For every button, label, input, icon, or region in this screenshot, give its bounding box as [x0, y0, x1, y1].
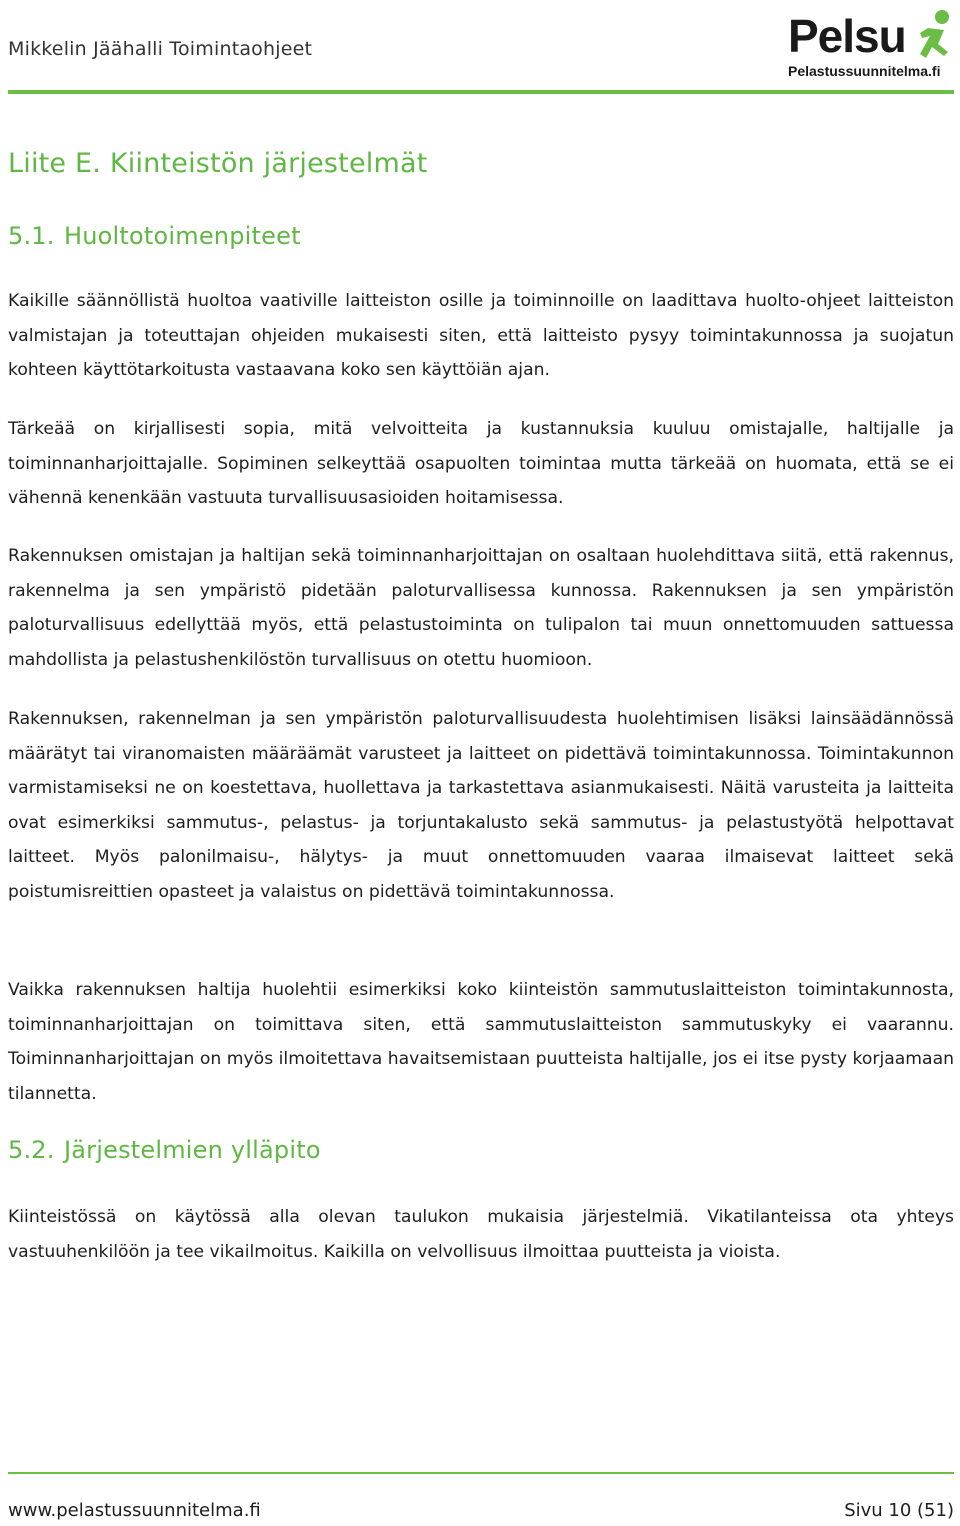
- document-header-title: Mikkelin Jäähalli Toimintaohjeet: [8, 38, 313, 60]
- running-figure-icon: [920, 10, 949, 58]
- section-title: Huoltotoimenpiteet: [64, 222, 301, 250]
- section-heading-5-2: [8, 1136, 321, 1164]
- footer-divider: [8, 1472, 954, 1474]
- logo-wordmark: Pelsu: [788, 10, 906, 62]
- paragraph: Tärkeää on kirjallisesti sopia, mitä velvoitteita ja kustannuksia kuuluu omistajalle, haltijalle ja toiminnanharjoittajalle. Sopiminen selkeyttää osapuolten toimintaa mutta tärkeää on huomata, että se ei vähennä kenenkään vastuuta turvallisuusasioiden hoitamisessa.: [8, 419, 954, 509]
- paragraph: Rakennuksen omistajan ja haltijan sekä toiminnanharjoittajan on osaltaan huolehdittava siitä, että rakennus, rakennelma ja sen ympäristö pidetään paloturvallisessa kunnossa. Rakennuksen ja sen ympäristön paloturvallisuus edellyttää myös, että pelastustoiminta on tulipalon tai muun onnettomuuden sattuessa mahdollista ja pelastushenkilöstön turvallisuus on otettu huomioon.: [8, 546, 954, 670]
- section-title: Järjestelmien ylläpito: [64, 1136, 321, 1164]
- footer-website: www.pelastussuunnitelma.fi: [8, 1500, 261, 1521]
- paragraph: Kiinteistössä on käytössä alla olevan taulukon mukaisia järjestelmiä. Vikatilanteissa ota yhteys vastuuhenkilöön ja tee vikailmoitus. Kaikilla on velvollisuus ilmoittaa puutteista ja vioista.: [8, 1207, 954, 1262]
- appendix-title: Liite E. Kiinteistön järjestelmät: [8, 148, 428, 179]
- section-number: 5.2.: [8, 1136, 55, 1164]
- pelsu-logo: [788, 4, 956, 82]
- header-divider: [8, 90, 954, 94]
- page-number: Sivu 10 (51): [844, 1500, 954, 1521]
- paragraph: Rakennuksen, rakennelman ja sen ympäristön paloturvallisuudesta huolehtimisen lisäksi lainsäädännössä määrätyt tai viranomaisten määräämät varusteet ja laitteet on pidettävä toimintakunnossa. Toimintakunnon varmistamiseksi ne on koestettava, huollettava ja tarkastettava asianmukaisesti. Näitä varusteita ja laitteita ovat esimerkiksi sammutus-, pelastus- ja torjuntakalusto sekä sammutus- ja pelastustyötä helpottavat laitteet. Myös palonilmaisu-, hälytys- ja muut onnettomuuden vaaraa ilmaisevat laitteet sekä poistumisreittien opasteet ja valaistus on pidettävä toimintakunnossa.: [8, 709, 954, 902]
- section-heading-5-1: [8, 222, 301, 250]
- logo-tagline: Pelastussuunnitelma.fi: [788, 63, 941, 79]
- section-number: 5.1.: [8, 222, 55, 250]
- paragraph: Vaikka rakennuksen haltija huolehtii esimerkiksi koko kiinteistön sammutuslaitteiston toimintakunnosta, toiminnanharjoittajan on toimittava siten, että sammutuslaitteiston sammutuskyky ei vaarannu. Toiminnanharjoittajan on myös ilmoitettava havaitsemistaan puutteista haltijalle, jos ei itse pysty korjaamaan tilannetta.: [8, 980, 954, 1104]
- paragraph: Kaikille säännöllistä huoltoa vaativille laitteiston osille ja toiminnoille on laadittava huolto-ohjeet laitteiston valmistajan ja toteuttajan ohjeiden mukaisesti siten, että laitteisto pysyy toimintakunnossa ja suojatun kohteen käyttötarkoitusta vastaavana koko sen käyttöiän ajan.: [8, 291, 954, 381]
